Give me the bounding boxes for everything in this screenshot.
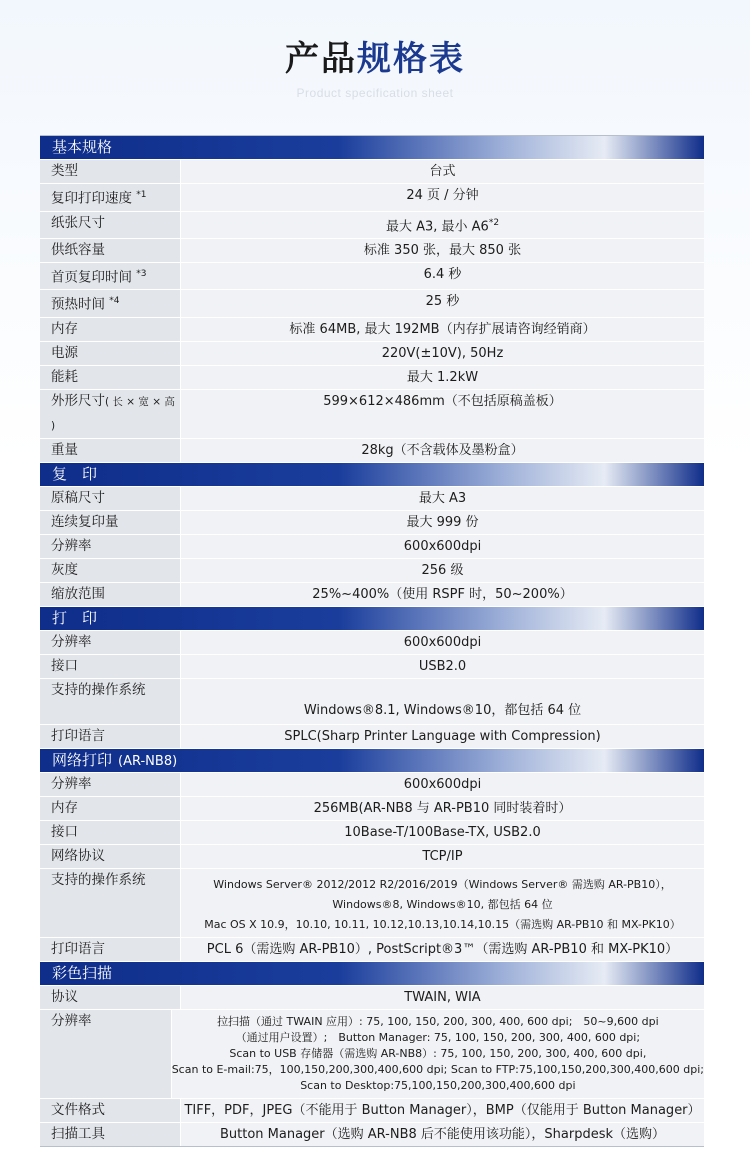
section-title: 网络打印 xyxy=(52,750,113,769)
table-row xyxy=(40,583,704,607)
spec-value: 标准 64MB, 最大 192MB（内存扩展请咨询经销商） xyxy=(180,318,704,341)
table-row xyxy=(40,1099,704,1123)
table-row xyxy=(40,366,704,390)
spec-key: 分辨率 xyxy=(40,773,180,796)
table-row xyxy=(40,773,704,797)
table-row xyxy=(40,390,704,439)
spec-key-text: 首页复印时间 xyxy=(51,269,132,286)
spec-key xyxy=(40,184,180,211)
footnote-mark: *3 xyxy=(136,268,147,279)
table-row xyxy=(40,631,704,655)
table-row xyxy=(40,535,704,559)
spec-key: 支持的操作系统 xyxy=(40,679,180,724)
spec-value: TCP/IP xyxy=(180,845,704,868)
section-title: 彩色扫描 xyxy=(52,963,113,982)
spec-key: 缩放范围 xyxy=(40,583,180,606)
spec-value xyxy=(171,1010,704,1098)
spec-key-text: 预热时间 xyxy=(51,296,105,313)
spec-key: 支持的操作系统 xyxy=(40,869,180,937)
spec-value-line: Scan to Desktop:75,100,150,200,300,400,600 dpi xyxy=(300,1078,576,1092)
spec-key: 接口 xyxy=(40,655,180,678)
spec-key: 能耗 xyxy=(40,366,180,389)
spec-key: 分辨率 xyxy=(40,1010,171,1098)
spec-key: 纸张尺寸 xyxy=(40,212,180,238)
table-row xyxy=(40,160,704,184)
spec-key: 分辨率 xyxy=(40,631,180,654)
spec-key xyxy=(40,290,180,317)
spec-key: 网络协议 xyxy=(40,845,180,868)
spec-value: PCL 6（需选购 AR-PB10）, PostScript®3™（需选购 AR-PB10 和 MX-PK10） xyxy=(180,938,704,961)
spec-key xyxy=(40,263,180,290)
table-row xyxy=(40,797,704,821)
spec-value: 256 级 xyxy=(180,559,704,582)
table-row xyxy=(40,263,704,291)
spec-value: 25 秒 xyxy=(180,290,704,317)
footnote-mark: *1 xyxy=(136,190,147,200)
spec-value: 25%~400%（使用 RSPF 时，50~200%） xyxy=(180,583,704,606)
spec-value-line: Windows Server® 2012/2012 R2/2016/2019（Windows Server® 需选购 AR-PB10）， xyxy=(213,877,672,891)
table-row xyxy=(40,439,704,463)
section-header-network xyxy=(40,749,704,773)
spec-value-line: 拉扫描（通过 TWAIN 应用）: 75, 100, 150, 200, 300, 400, 600 dpi; 50~9,600 dpi xyxy=(217,1014,659,1028)
page-subtitle: Product specification sheet xyxy=(296,86,454,100)
spec-value: 标准 350 张，最大 850 张 xyxy=(180,239,704,262)
spec-value-line: （通过用户设置）; Button Manager: 75, 100, 150, 200, 300, 400, 600 dpi; xyxy=(235,1030,641,1044)
spec-value: TWAIN, WIA xyxy=(180,986,704,1009)
spec-key: 打印语言 xyxy=(40,938,180,961)
table-row xyxy=(40,487,704,511)
table-row xyxy=(40,212,704,239)
section-title-sub: (AR-NB8) xyxy=(118,753,178,769)
spec-value-line: Scan to E-mail:75，100,150,200,300,400,600 dpi; Scan to FTP:75,100,150,200,300,400,600 dpi; xyxy=(171,1062,704,1076)
spec-value: 6.4 秒 xyxy=(180,263,704,290)
spec-key: 协议 xyxy=(40,986,180,1009)
spec-key: 内存 xyxy=(40,318,180,341)
table-row xyxy=(40,239,704,263)
spec-value-line: Mac OS X 10.9，10.10, 10.11, 10.12,10.13,10.14,10.15（需选购 AR-PB10 和 MX-PK10） xyxy=(204,917,681,931)
table-row xyxy=(40,342,704,366)
spec-key xyxy=(40,390,180,438)
spec-value-text: 最大 A3, 最小 A6 xyxy=(385,218,489,234)
table-row xyxy=(40,938,704,962)
spec-value: 600x600dpi xyxy=(180,773,704,796)
spec-key: 内存 xyxy=(40,797,180,820)
spec-value: 10Base-T/100Base-TX, USB2.0 xyxy=(180,821,704,844)
spec-key: 接口 xyxy=(40,821,180,844)
spec-key: 重量 xyxy=(40,439,180,462)
section-title: 打 印 xyxy=(52,608,98,627)
spec-key: 打印语言 xyxy=(40,725,180,748)
table-row xyxy=(40,845,704,869)
table-row xyxy=(40,290,704,318)
spec-table xyxy=(40,135,704,1147)
spec-value: 24 页 / 分钟 xyxy=(180,184,704,211)
section-header-scan xyxy=(40,962,704,986)
spec-value: TIFF，PDF，JPEG（不能用于 Button Manager），BMP（仅能用于 Button Manager） xyxy=(180,1099,704,1122)
spec-value: 256MB(AR-NB8 与 AR-PB10 同时装着时） xyxy=(180,797,704,820)
table-row xyxy=(40,655,704,679)
spec-key: 分辨率 xyxy=(40,535,180,558)
spec-value: 220V(±10V), 50Hz xyxy=(180,342,704,365)
spec-value: Button Manager（选购 AR-NB8 后不能使用该功能），Sharpdesk（选购） xyxy=(180,1123,704,1146)
table-row xyxy=(40,318,704,342)
spec-key-text: 复印打印速度 xyxy=(51,190,132,207)
table-row xyxy=(40,511,704,535)
footnote-mark: *2 xyxy=(488,217,500,228)
spec-key: 类型 xyxy=(40,160,180,183)
page-title xyxy=(0,36,750,82)
spec-value: 台式 xyxy=(180,160,704,183)
spec-value: 最大 999 份 xyxy=(180,511,704,534)
spec-value: SPLC(Sharp Printer Language with Compression) xyxy=(180,725,704,748)
section-title: 基本规格 xyxy=(52,138,113,156)
spec-key: 连续复印量 xyxy=(40,511,180,534)
page-title-part-1: 产品 xyxy=(285,39,357,79)
spec-value: 600x600dpi xyxy=(180,535,704,558)
table-row xyxy=(40,869,704,938)
section-title: 复 印 xyxy=(52,464,98,483)
table-row xyxy=(40,1123,704,1147)
page-title-part-2: 规格表 xyxy=(357,39,465,79)
spec-value-line: Windows®8, Windows®10, 都包括 64 位 xyxy=(332,897,553,911)
section-header-basic xyxy=(40,136,704,160)
spec-value-line: Scan to USB 存储器（需选购 AR-NB8）: 75, 100, 150, 200, 300, 400, 600 dpi, xyxy=(229,1046,647,1060)
spec-value: USB2.0 xyxy=(180,655,704,678)
spec-key: 原稿尺寸 xyxy=(40,487,180,510)
spec-value: 最大 A3 xyxy=(180,487,704,510)
spec-key: 文件格式 xyxy=(40,1099,180,1122)
table-row xyxy=(40,184,704,212)
spec-value: 28kg（不含载体及墨粉盒） xyxy=(180,439,704,462)
spec-key: 扫描工具 xyxy=(40,1123,180,1146)
section-header-copy xyxy=(40,463,704,487)
spec-value: 最大 1.2kW xyxy=(180,366,704,389)
spec-key-note: ( 长 × 宽 × 高 ) xyxy=(51,395,175,432)
spec-value: 600x600dpi xyxy=(180,631,704,654)
spec-value xyxy=(180,869,704,937)
footnote-mark: *4 xyxy=(109,296,120,307)
spec-value: 599×612×486mm（不包括原稿盖板） xyxy=(180,390,704,438)
table-row xyxy=(40,559,704,583)
spec-value xyxy=(180,212,704,238)
table-row xyxy=(40,679,704,725)
table-row xyxy=(40,986,704,1010)
page-header xyxy=(0,36,750,100)
spec-value: Windows®8.1, Windows®10，都包括 64 位 xyxy=(180,679,704,724)
spec-key: 电源 xyxy=(40,342,180,365)
table-row xyxy=(40,1010,704,1099)
spec-key-text: 外形尺寸 xyxy=(51,392,105,409)
section-header-print xyxy=(40,607,704,631)
spec-key: 灰度 xyxy=(40,559,180,582)
table-row xyxy=(40,821,704,845)
spec-key: 供纸容量 xyxy=(40,239,180,262)
table-row xyxy=(40,725,704,749)
